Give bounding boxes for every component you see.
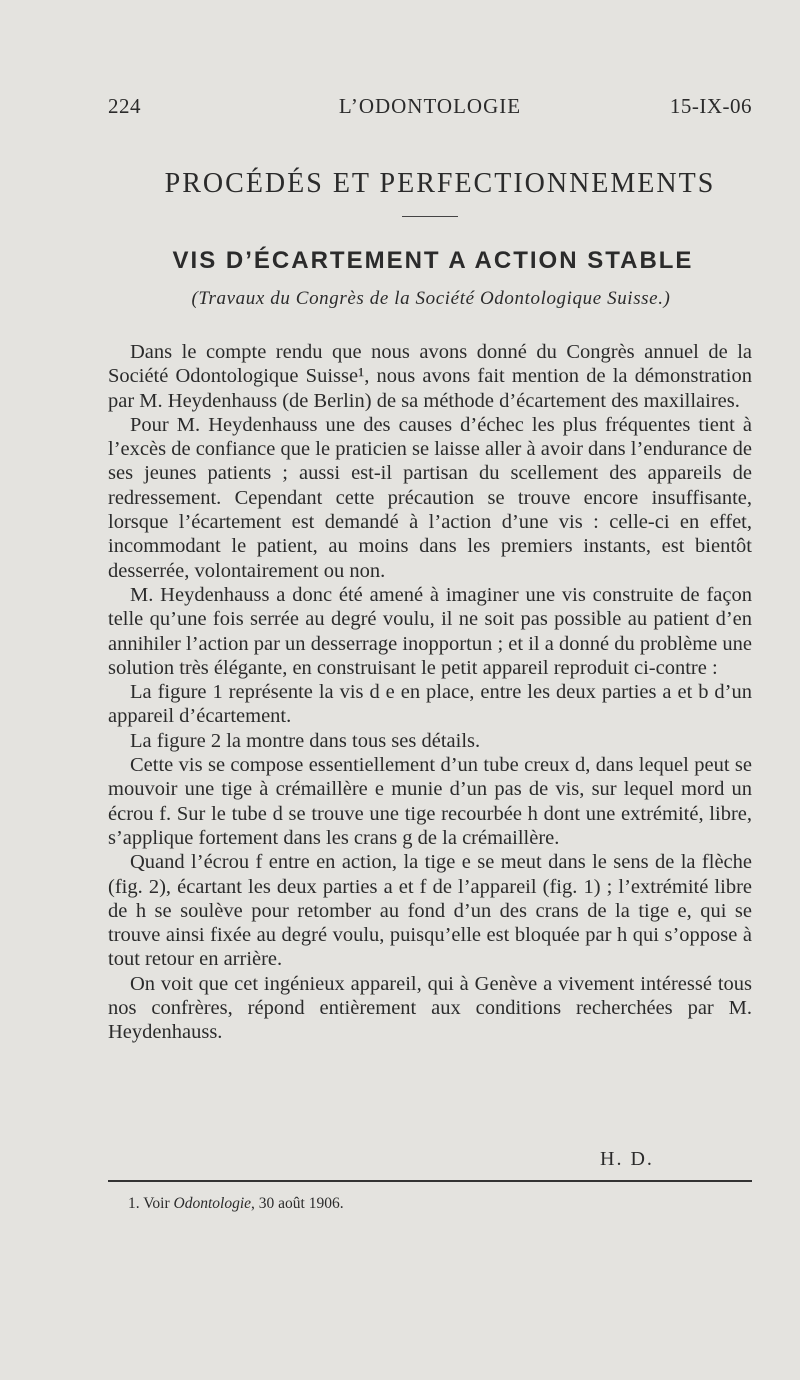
- issue-date: 15-IX-06: [669, 94, 752, 118]
- footnote: [128, 1195, 344, 1213]
- paragraph: La figure 1 représente la vis d e en place, entre les deux parties a et b d’un appareil d’écartement.: [108, 681, 752, 728]
- paragraph: On voit que cet ingénieux appareil, qui à Genève a vivement intéressé tous nos confrères, répond entièrement aux conditions recherchées par M. Heydenhauss.: [108, 972, 752, 1044]
- journal-title: L’ODONTOLOGIE: [338, 94, 522, 118]
- footnote-journal: Odontologie: [173, 1195, 252, 1212]
- running-header: [108, 94, 752, 122]
- footnote-date: , 30 août 1906.: [251, 1195, 344, 1212]
- paragraph: Dans le compte rendu que nous avons donné du Congrès annuel de la Société Odontologique Suisse¹, nous avons fait mention de la démonstration par M. Heydenhauss (de Berlin) de sa méthode d’écartement des maxillaires.: [108, 341, 752, 412]
- paragraph: Pour M. Heydenhauss une des causes d’échec les plus fréquentes tient à l’excès de confiance que le praticien se laisse aller à avoir dans l’endurance de ses jeunes patients ; aussi est-il partisan du scellement des appareils de redressement. Cependant cette précaution se trouve encore insuffisante, lorsque l’écartement est demandé à l’action d’une vis : celle-ci en effet, incommodant le patient, au moins dans les premiers instants, est bientôt desserrée, volontairement ou non.: [108, 413, 752, 582]
- footnote-text: Voir: [143, 1195, 170, 1212]
- author-signature: H. D.: [600, 1148, 654, 1170]
- page-number: 224: [108, 94, 141, 118]
- article-subtitle: (Travaux du Congrès de la Société Odontologique Suisse.): [191, 288, 671, 309]
- section-title: PROCÉDÉS ET PERFECTIONNEMENTS: [164, 168, 716, 199]
- article-title: VIS D’ÉCARTEMENT A ACTION STABLE: [172, 247, 694, 274]
- footnote-number: 1.: [128, 1195, 140, 1212]
- paragraph: La figure 2 la montre dans tous ses détails.: [130, 729, 481, 752]
- paragraph: Quand l’écrou f entre en action, la tige e se meut dans le sens de la flèche (fig. 2), écartant les deux parties a et f de l’appareil (fig. 1) ; l’extrémité libre de h se soulève pour retomber au fond d’un des crans de la tige e, qui se trouve ainsi fixée au degré voulu, puisqu’elle est bloquée par h qui s’oppose à tout retour en arrière.: [108, 851, 752, 971]
- paragraph: M. Heydenhauss a donc été amené à imaginer une vis construite de façon telle qu’une fois serrée au degré voulu, il ne soit pas possible au patient d’en annihiler l’action par un desserrage inopportun ; et il a donné du problème une solution très élégante, en construisant le petit appareil reproduit ci-contre :: [108, 583, 752, 679]
- paragraph: Cette vis se compose essentiellement d’un tube creux d, dans lequel peut se mouvoir une tige à crémaillère e munie d’un pas de vis, sur lequel mord un écrou f. Sur le tube d se trouve une tige recourbée h dont une extrémité, libre, s’applique fortement dans les crans g de la crémaillère.: [108, 754, 752, 849]
- article-body: [108, 340, 752, 1045]
- title-divider: [402, 216, 458, 217]
- footnote-divider: [108, 1180, 752, 1182]
